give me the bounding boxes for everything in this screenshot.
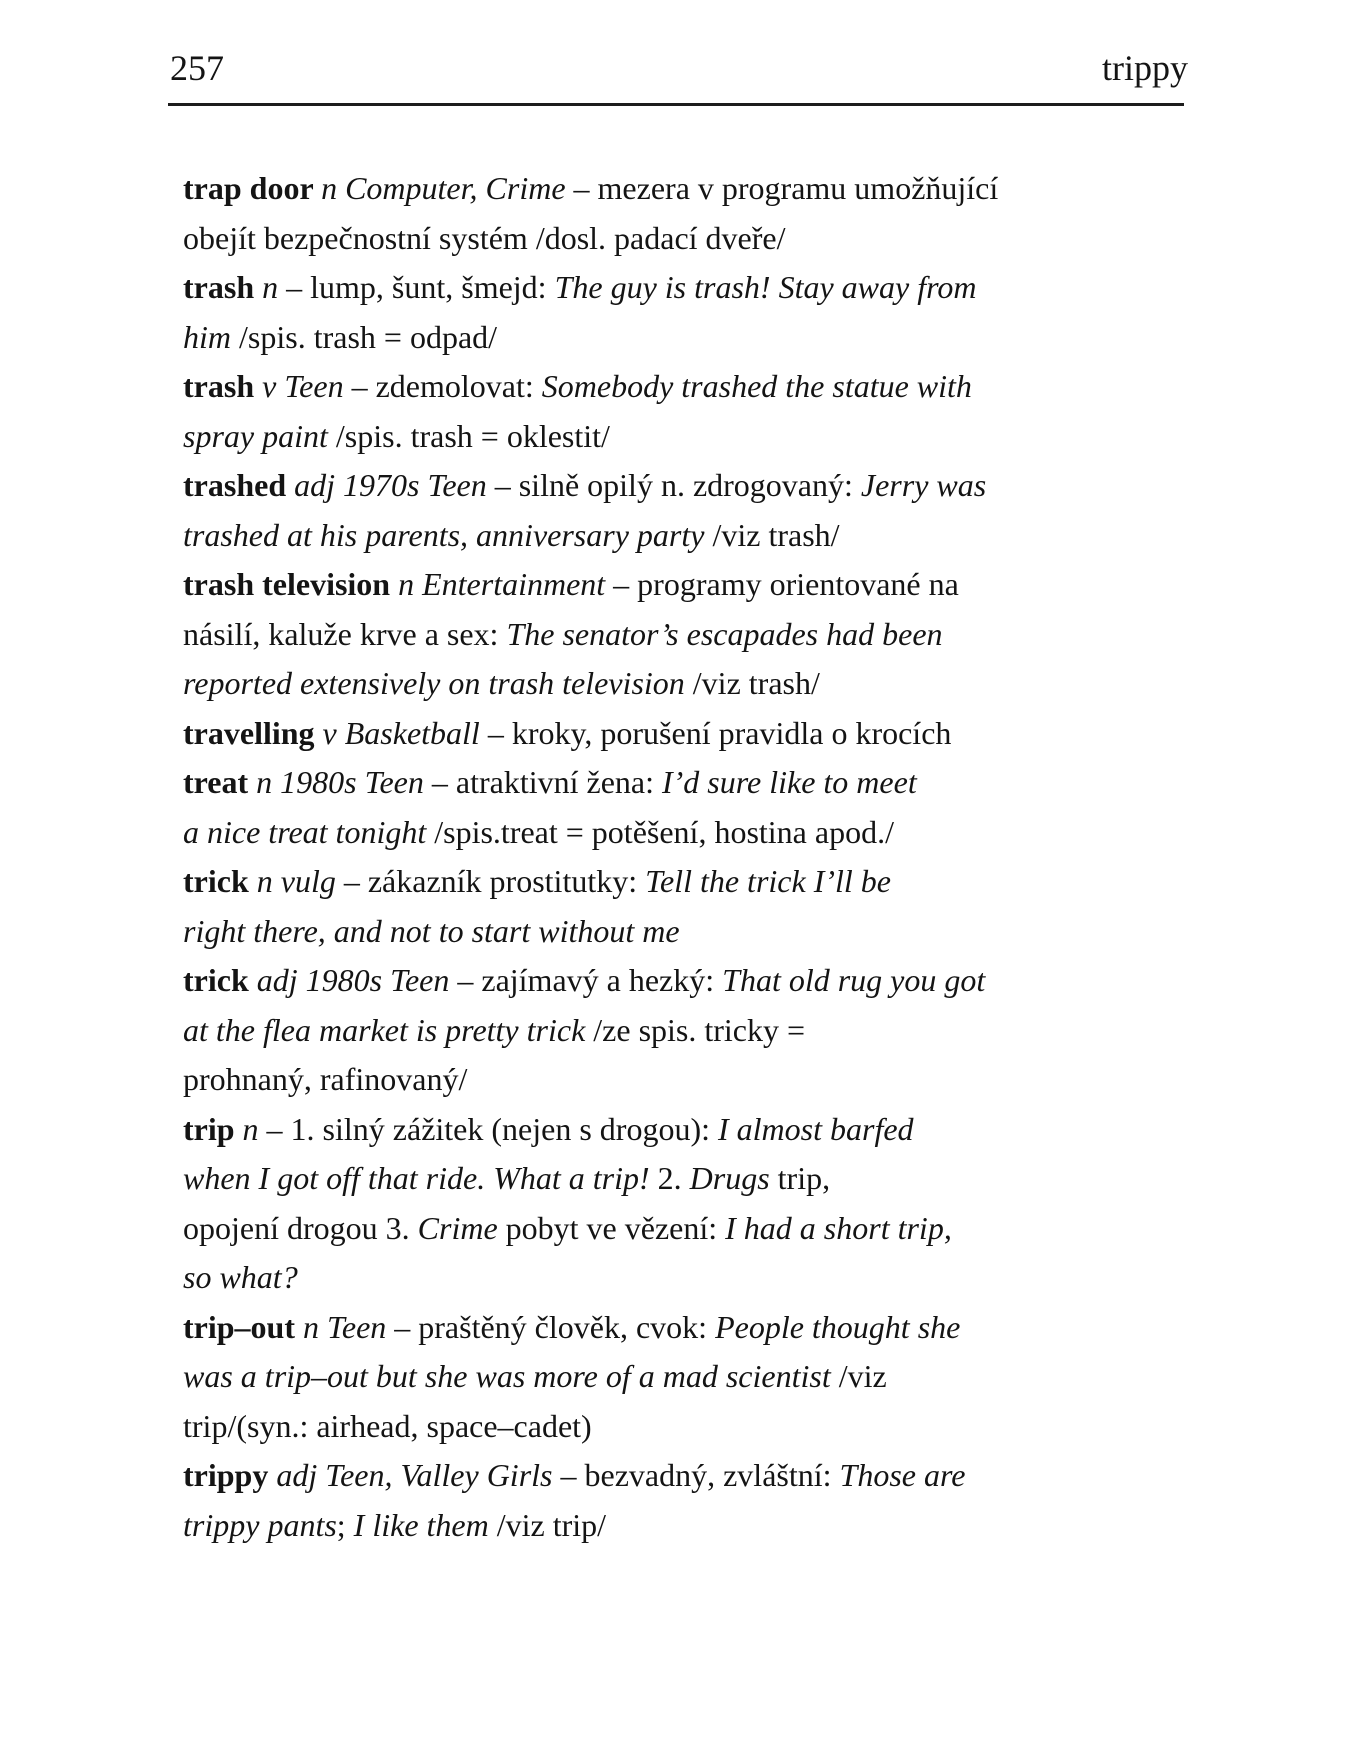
plain-text: násilí, kaluže krve a sex:	[183, 615, 507, 652]
plain-text: – praštěný člověk, cvok:	[386, 1308, 716, 1345]
italic-text: Jerry was	[860, 467, 987, 503]
italic-text: The guy is trash! Stay away from	[554, 269, 977, 305]
italic-text: I had a short trip,	[725, 1209, 952, 1246]
entry-trippy	[183, 1451, 1243, 1550]
italic-text: That old rug you got	[722, 962, 986, 998]
italic-text: trippy pants	[183, 1506, 337, 1543]
headword-text: trash	[183, 269, 263, 305]
plain-text: trip,	[769, 1160, 831, 1196]
headword-text: treat	[183, 764, 257, 800]
text-line	[183, 709, 1243, 759]
text-line	[183, 956, 1243, 1006]
text-line	[183, 461, 1243, 511]
text-line	[183, 1154, 1243, 1204]
italic-text: when I got off that ride. What a trip!	[183, 1160, 650, 1196]
italic-text: I almost barfed	[717, 1110, 914, 1147]
italic-text: him	[183, 318, 231, 355]
text-line	[183, 1451, 1243, 1501]
italic-text: at the flea market is pretty trick	[183, 1011, 586, 1048]
plain-text: prohnaný, rafinovaný/	[183, 1061, 468, 1097]
italic-text: The senator’s escapades had been	[506, 615, 943, 652]
entry-trashed	[183, 461, 1243, 560]
guide-word: trippy	[1102, 48, 1188, 88]
italic-text: Those are	[839, 1457, 966, 1493]
italic-text: n 1980s Teen	[256, 764, 424, 800]
entry-trash-v	[183, 362, 1243, 461]
italic-text: reported extensively on trash television	[183, 665, 685, 701]
entry-trip-out	[183, 1303, 1243, 1452]
headword-text: trick	[183, 863, 257, 899]
entry-trip	[183, 1105, 1243, 1303]
headword-text: travelling	[183, 714, 323, 751]
italic-text: adj 1980s Teen	[256, 962, 450, 998]
text-line	[183, 659, 1243, 709]
text-line	[183, 808, 1243, 858]
italic-text: was a trip–out but she was more of a mad scientist	[183, 1358, 831, 1394]
headword-text: trip–out	[183, 1308, 303, 1345]
italic-text: right there, and not to start without me	[183, 912, 680, 949]
italic-text: Somebody trashed the statue with	[541, 368, 972, 404]
plain-text: opojení drogou 3.	[183, 1209, 418, 1246]
italic-text: trashed at his parents, anniversary party	[183, 516, 705, 553]
text-line	[183, 511, 1243, 561]
italic-text: n vulg	[256, 863, 336, 899]
entry-trash-n	[183, 263, 1243, 362]
text-line	[183, 1204, 1243, 1254]
italic-text: v Basketball	[322, 714, 480, 751]
italic-text: I’d sure like to meet	[661, 764, 917, 800]
plain-text: – mezera v programu umožňující	[565, 170, 999, 206]
plain-text: /ze spis. tricky =	[585, 1011, 806, 1048]
plain-text: 2.	[649, 1160, 690, 1196]
headword-text: trick	[183, 962, 257, 998]
italic-text: n Entertainment	[398, 566, 606, 602]
text-line	[183, 1253, 1243, 1303]
plain-text: – programy orientované na	[605, 566, 959, 602]
italic-text: a nice treat tonight	[183, 813, 427, 850]
text-line	[183, 857, 1243, 907]
header-rule	[168, 103, 1184, 106]
entry-travelling	[183, 709, 1243, 759]
text-line	[183, 1352, 1243, 1402]
text-line	[183, 907, 1243, 957]
text-line	[183, 1055, 1243, 1105]
plain-text: /viz trip/	[488, 1506, 607, 1543]
plain-text: pobyt ve vězení:	[497, 1209, 726, 1246]
plain-text: ;	[336, 1506, 354, 1543]
plain-text: obejít bezpečnostní systém /dosl. padací dveře/	[183, 219, 786, 256]
italic-text: I like them	[353, 1506, 489, 1543]
text-line	[183, 214, 1243, 264]
plain-text: /viz trash/	[684, 665, 820, 701]
plain-text: – 1. silný zážitek (nejen s drogou):	[258, 1110, 718, 1147]
plain-text: /spis. trash = odpad/	[231, 318, 498, 355]
italic-text: adj Teen, Valley Girls	[276, 1457, 553, 1493]
italic-text: adj 1970s Teen	[294, 467, 487, 503]
plain-text: – silně opilý n. zdrogovaný:	[486, 467, 861, 503]
text-line	[183, 164, 1243, 214]
italic-text: n Teen	[303, 1308, 387, 1345]
text-line	[183, 1303, 1243, 1353]
italic-text: n	[242, 1110, 259, 1147]
italic-text: Drugs	[689, 1160, 770, 1196]
page-number: 257	[170, 48, 224, 88]
plain-text: trip/(syn.: airhead, space–cadet)	[183, 1407, 592, 1444]
text-line	[183, 758, 1243, 808]
italic-text: People thought she	[715, 1308, 961, 1345]
plain-text: – zajímavý a hezký:	[449, 962, 723, 998]
plain-text: /viz trash/	[704, 516, 840, 553]
italic-text: Tell the trick I’ll be	[645, 863, 891, 899]
text-line	[183, 362, 1243, 412]
plain-text: /viz	[830, 1358, 887, 1394]
plain-text: – zákazník prostitutky:	[335, 863, 646, 899]
plain-text: – bezvadný, zvláštní:	[552, 1457, 840, 1493]
italic-text: Crime	[417, 1209, 498, 1246]
text-line	[183, 1105, 1243, 1155]
entry-trick-n	[183, 857, 1243, 956]
text-line	[183, 313, 1243, 363]
headword-text: trash television	[183, 566, 399, 602]
headword-text: trip	[183, 1110, 243, 1147]
entry-trick-adj	[183, 956, 1243, 1105]
text-line	[183, 1501, 1243, 1551]
entry-trash-television	[183, 560, 1243, 709]
text-line	[183, 560, 1243, 610]
plain-text: /spis. trash = oklestit/	[327, 417, 610, 454]
italic-text: n Computer, Crime	[321, 170, 566, 206]
italic-text: spray paint	[183, 417, 328, 454]
text-line	[183, 263, 1243, 313]
entry-treat	[183, 758, 1243, 857]
headword-text: trashed	[183, 467, 295, 503]
page-header	[170, 46, 1188, 90]
italic-text: so what?	[183, 1259, 298, 1295]
text-line	[183, 610, 1243, 660]
plain-text: /spis.treat = potěšení, hostina apod./	[426, 813, 894, 850]
text-line	[183, 412, 1243, 462]
plain-text: – lump, šunt, šmejd:	[278, 269, 555, 305]
headword-text: trap door	[183, 170, 322, 206]
entry-trap-door	[183, 164, 1243, 263]
headword-text: trippy	[183, 1457, 277, 1493]
dictionary-body	[183, 164, 1243, 1550]
plain-text: – kroky, porušení pravidla o krocích	[479, 714, 952, 751]
text-line	[183, 1006, 1243, 1056]
italic-text: n	[262, 269, 279, 305]
headword-text: trash	[183, 368, 263, 404]
italic-text: v Teen	[262, 368, 344, 404]
text-line	[183, 1402, 1243, 1452]
plain-text: – atraktivní žena:	[423, 764, 662, 800]
plain-text: – zdemolovat:	[343, 368, 542, 404]
